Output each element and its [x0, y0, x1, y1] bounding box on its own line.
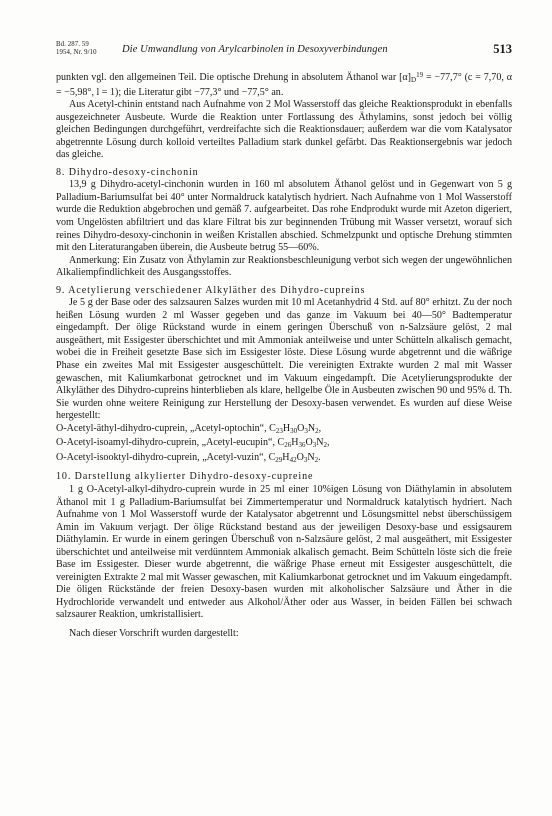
formula-element: O	[305, 437, 313, 449]
paragraph-9-1: Je 5 g der Base oder des salzsauren Salzes wurden mit 10 ml Acetanhydrid 4 Std. auf 80° erhitzt. Zu der noch heißen Lösung wurden 2 ml Wasser gegeben und das ganze im Vakuum bei 40—50° Badtemperatur eingedampft. Der ölige Rückstand wurde in einem geringen Überschuß von n-Salzsäure gelöst, 2 mal ausgeäthert, mit Essigester überschichtet und mit Ammoniak anteilweise und unter Schütteln alkalisch gemacht, wobei die in Freiheit gesetzte Base sich im Essigester löste. Diese Lösung wurde abgetrennt und die wäßrige Phase ein zweites Mal mit Essigester ausgeschüttelt. Die vereinigten Extrakte wurden 2 mal mit Wasser gewaschen, mit Kaliumkarbonat getrocknet und im Vakuum eingedampft. Die Acetylierungsprodukte der Alkyläther des Dihydro-cupreins hinterblieben als klare, hellgelbe Öle in Ausbeuten zwischen 90 und 95% d. Th. Sie wurden ohne weitere Reinigung zur Herstellung der Desoxy-basen verwendet. Es wurden auf diese Weise hergestellt:	[56, 297, 512, 422]
compound-item: O-Acetyl-äthyl-dihydro-cuprein, „Acetyl-optochin“, $C_{23}H_{30}O_3N_2$,	[56, 422, 322, 435]
optical-rotation-values: = −77,7° (c = 7,70, α = −5,98°, l = 1); die Literatur gibt −77,3° und −77,5° an.	[56, 72, 512, 98]
paragraph-intro-2: Aus Acetyl-chinin entstand nach Aufnahme von 2 Mol Wasserstoff das gleiche Reaktionsprodukt in ebenfalls ausgezeichneter Ausbeute. Wurde die Reaktion unter Fortlassung des Äthylamins, sonst jedoch bei völlig gleichen Bedingungen durchgeführt, verdreifachte sich die Reaktionsdauer; außerdem war die vom Katalysator abgetrennte Lösung durch kolloid verteiltes Palladium stark dunkel gefärbt. Das Reaktionsergebnis war jedoch das gleiche.	[56, 99, 512, 161]
paragraph-10-2: Nach dieser Vorschrift wurden dargestellt:	[69, 627, 239, 639]
formula-sub: 3	[312, 441, 317, 450]
intro-line: punkten vgl. den allgemeinen Teil. Die optische Drehung in absolutem Äthanol war	[56, 72, 397, 83]
formula-sub: 29	[275, 455, 283, 464]
article-body	[56, 69, 512, 641]
running-header	[56, 41, 512, 63]
formula-element: O	[297, 422, 305, 434]
rotation-subscript: D	[411, 76, 417, 84]
formula-element: N	[307, 422, 316, 434]
rotation-alpha: [α]	[399, 72, 412, 83]
compound-name: O-Acetyl-isooktyl-dihydro-cuprein, „Acetyl-vuzin“, C	[56, 451, 276, 463]
formula-sub: 26	[284, 441, 292, 450]
section-heading-10: 10. Darstellung alkylierter Dihydro-desoxy-cupreine	[56, 471, 314, 483]
formula-sub: 23	[275, 426, 283, 435]
formula-sub: 36	[298, 441, 306, 450]
formula-sub: 2	[314, 455, 319, 464]
running-title: Die Umwandlung von Arylcarbinolen in Desoxyverbindungen	[122, 44, 388, 55]
formula-element: H	[282, 422, 291, 434]
formula-sub: 30	[290, 426, 298, 435]
formula-element: H	[291, 437, 299, 449]
compound-item: O-Acetyl-isooktyl-dihydro-cuprein, „Acetyl-vuzin“, $C_{29}H_{42}O_3N_2$.	[56, 451, 321, 464]
compound-item: O-Acetyl-isoamyl-dihydro-cuprein, „Acetyl-eucupin“, $C_{26}H_{36}O_3N_2$,	[56, 437, 330, 450]
formula-element: H	[282, 451, 290, 463]
optical-rotation-symbol	[399, 72, 423, 83]
section-heading-8: 8. Dihydro-desoxy-cinchonin	[56, 166, 199, 178]
paragraph-intro-1	[56, 69, 512, 99]
formula-sub: 2	[323, 441, 328, 450]
journal-reference	[56, 41, 97, 56]
formula-sub: 42	[289, 455, 297, 464]
formula-element: N	[307, 451, 315, 463]
compound-name: O-Acetyl-äthyl-dihydro-cuprein, „Acetyl-optochin“, C	[56, 422, 276, 434]
formula-sub: 3	[304, 426, 308, 435]
paragraph-8-note: Anmerkung: Ein Zusatz von Äthylamin zur Reaktionsbeschleunigung verbot sich wegen der ungewöhnlichen Alkaliempfindlichkeit des Ausgangsstoffes.	[56, 254, 512, 279]
formula-element: O	[296, 451, 304, 463]
formula-sub: 2	[315, 426, 319, 435]
compound-list	[56, 423, 512, 467]
journal-ref-year: 1954, Nr. 9/10	[56, 48, 97, 56]
formula-element: N	[316, 437, 324, 449]
formula-sub: 3	[303, 455, 308, 464]
compound-name: O-Acetyl-isoamyl-dihydro-cuprein, „Acetyl-eucupin“, C	[56, 437, 285, 449]
paragraph-10-1: 1 g O-Acetyl-alkyl-dihydro-cuprein wurde in 25 ml einer 10%igen Lösung von Diäthylamin in absolutem Äthanol mit 1 g Palladium-Bariumsulfat bei Zimmertemperatur und Normaldruck katalytisch hydriert. Nach Aufnahme von 1 Mol Wasserstoff wurde der Katalysator abgetrennt und Lösungsmittel nebst überschüssigem Amin im Vakuum verjagt. Der ölige Rückstand bestand aus der jeweiligen Desoxy-base und essigsaurem Diäthylamin. Er wurde in einem geringen Überschuß von n-Salzsäure gelöst, 2 mal ausgeäthert, mit Essigester überschichtet und anteilweise mit verdünntem Ammoniak alkalisch gemacht. Beim Schütteln löste sich die freie Base im Essigester. Dieser wurde abgetrennt, die wäßrige Phase erneut mit Essigester ausgeschüttelt, die vereinigten Extrakte 2 mal mit Wasser gewaschen, mit Kaliumkarbonat getrocknet und im Vakuum eingedampft. Die öligen Rückstände der freien Desoxy-basen wurden mit alkoholischer Salzsäure und Äther in die Hydrochloride verwandelt und entweder aus Alkohol/Äther oder aus Wasser, in beiden Fällen bei schwach salzsaurer Reaktion, umkristallisiert.	[56, 483, 512, 621]
rotation-superscript: 19	[416, 71, 424, 79]
paragraph-8-1: 13,9 g Dihydro-acetyl-cinchonin wurden in 160 ml absolutem Äthanol gelöst und in Gegenwart von 5 g Palladium-Bariumsulfat bei 40° unter Normaldruck katalytisch hydriert. Nach Aufnahme von 1 Mol Wasserstoff wurde die Reduktion abgebrochen und gemäß 7. aufgearbeitet. Das rohe Endprodukt wurde mit Azeton digeriert, vom Ungelösten abfiltriert und das klare Filtrat bis zur beginnenden Trübung mit Wasser versetzt, worauf sich reines Dihydro-desoxy-cinchonin in weißen Kristallen abschied. Schmelzpunkt und optische Drehung stimmten mit den Literaturangaben überein, die Ausbeute betrug 55—60%.	[56, 179, 512, 254]
section-heading-9: 9. Acetylierung verschiedener Alkyläther des Dihydro-cupreins	[56, 284, 366, 296]
journal-ref-volume: Bd. 287. 59	[56, 41, 89, 48]
page-number: 513	[493, 42, 512, 56]
